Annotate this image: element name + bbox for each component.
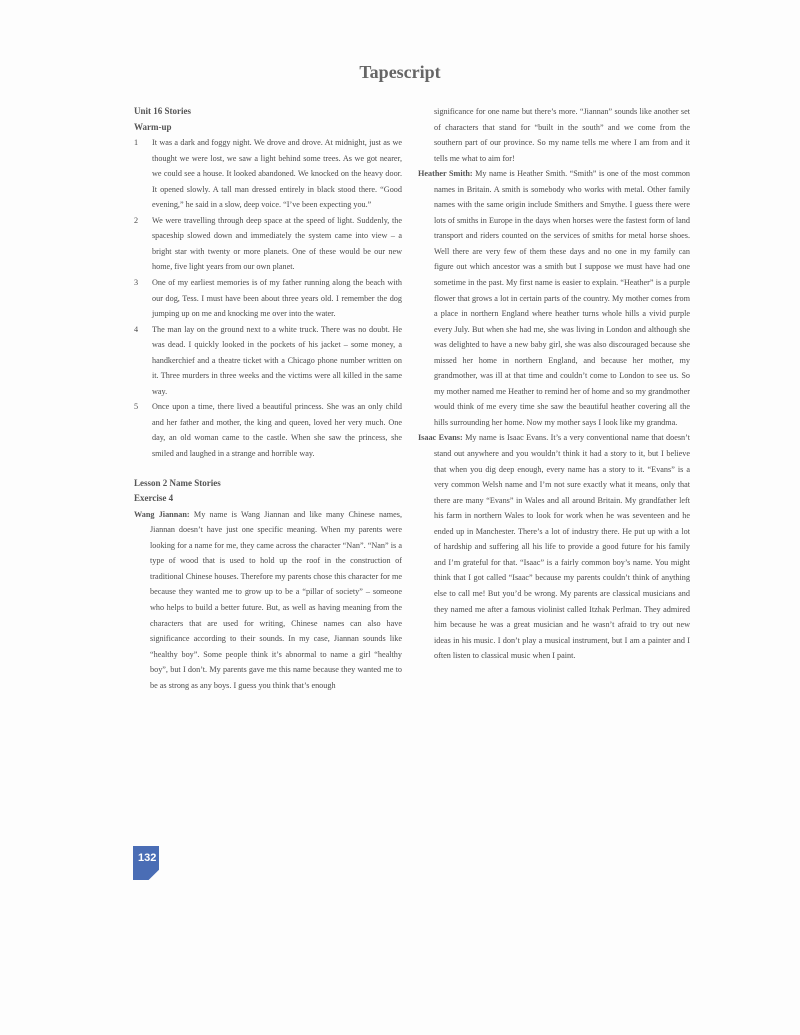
section-heading: Warm-up: [134, 121, 172, 132]
story-item-3: [134, 275, 402, 322]
item-text: It was a dark and foggy night. We drove and drove. At midnight, just as we thought we were lost, we saw a light behind some trees. As we got nearer, we could see a house. It looked abandoned. We knocked on the heavy door. It opened slowly. A tall man dressed entirely in black stood there. “Good evening,” he said in a slow, deep voice. “I’ve been expecting you.”: [152, 138, 402, 210]
story-item-1: [134, 135, 402, 213]
speaker-name: Wang Jiannan:: [134, 509, 190, 519]
item-text: The man lay on the ground next to a white truck. There was no doubt. He was dead. I quickly looked in the pockets of his jacket – some money, a handkerchief and a theatre ticket with a Chicago phone number written on it. Three murders in three weeks and the victims were all killed in the same way.: [152, 324, 402, 396]
item-text: Once upon a time, there lived a beautiful princess. She was an only child and her father and mother, the king and queen, loved her very much. One day, an old woman came to the castle. When she saw the princess, she smiled and laughed in a strange and horrible way.: [152, 402, 402, 459]
story-item-4: [134, 322, 402, 400]
exercise-heading: Exercise 4: [134, 493, 174, 504]
item-number: 1: [134, 138, 139, 148]
story-item-5: [134, 399, 402, 461]
speaker-name: Heather Smith:: [418, 169, 473, 179]
page-title: Tapescript: [359, 62, 441, 82]
speaker-name: Isaac Evans:: [418, 433, 463, 443]
item-text: We were travelling through deep space at the speed of light. Suddenly, the spaceship slowed down and immediately the system came into view – a bright star with twenty or more planets. One of these would be our new home, five light years from our own planet.: [152, 215, 402, 272]
speaker-text: My name is Isaac Evans. It’s a very conventional name that doesn’t stand out anywhere and you wouldn’t think it had a story to it, but I believe that when you dig deep enough, every name has a story to it. “Evans” is a very common Welsh name and I’m not sure exactly what it means, only that there are many “Evans” in Wales and all around Britain. My grandfather left his farm in northern Wales to look for work when he was seventeen and he ended up in Manchester. There’s a lot of industry there. He put up with a lot of hardship and suffering all his life to provide a good future for his family and I’m grateful for that. “Isaac” is a fairly common boy’s name. You might think that I got called “Isaac” because my parents couldn’t think of anything else to call me! But you’d be wrong. My parents are classical musicians and they named me after a famous violinist called Itzhak Perlman. They admired him because he was a great musician and he wasn’t afraid to try out new ideas in his music. I don’t play a musical instrument, but I am a painter and I often listen to classical music when I paint.: [434, 433, 691, 661]
left-column: [134, 104, 402, 693]
speaker-text: My name is Heather Smith. “Smith” is one of the most common names in Britain. A smith is somebody who works with metal. Other family names with the same origin include Smithers and Smythe. I guess there were lots of smiths in Europe in the days when horses were the fastest form of land transport and riders counted on the services of smiths for metal horse shoes. Well there are very few of them these days and no one in my family can figure out which ancestor was a smith but I suppose we must have had one sometime in the past. My first name is easier to explain. “Heather” is a purple flower that grows a lot in certain parts of the country. My mother comes from a place in northern England where heather turns whole hills a vivid purple every July. But when she had me, she was living in London and although she was delighted to have a new baby girl, she was also discouraged because she missed her home in northern England, and because her mother, my grandmother, was ill at that time and couldn’t come to London to see us. So my mother named me Heather to remind her of home and so my grandmother would think of me every time she saw the beautiful heather covering all the hills surrounding her home. Now my mother says I look like my grandma.: [434, 169, 691, 427]
story-item-2: [134, 213, 402, 275]
unit-heading: Unit 16 Stories: [134, 106, 191, 116]
page-number: 132: [138, 852, 157, 864]
item-text: One of my earliest memories is of my father running along the beach with our dog, Tess. I must have been about three years old. I remember the dog jumping up on me and knocking me over into the water.: [152, 278, 402, 319]
item-number: 2: [134, 215, 139, 225]
speaker-isaac-evans: [418, 430, 690, 663]
right-column: [418, 104, 690, 664]
speaker-wang-jiannan: [134, 507, 402, 694]
section-spacer: [134, 462, 402, 476]
speaker-continuation: significance for one name but there’s more. “Jiannan” sounds like another set of characters that stand for “built in the south” and we come from the southern part of our province. So my name tells me where I am from and it tells me what to aim for!: [434, 107, 690, 163]
item-number: 5: [134, 402, 139, 412]
item-number: 3: [134, 278, 139, 288]
speaker-heather-smith: [418, 166, 690, 430]
item-number: 4: [134, 324, 139, 334]
lesson-heading: Lesson 2 Name Stories: [134, 477, 221, 488]
speaker-text: My name is Wang Jiannan and like many Chinese names, Jiannan doesn’t have just one specific meaning. When my parents were looking for a name for me, they came across the character “Nan”. “Nan” is a type of wood that is used to hold up the roof in the construction of traditional Chinese houses. Therefore my parents chose this character for me because they wanted me to grow up to be a “pillar of society” – someone who helps to build a better future. But, as well as having meaning from the characters that are used for writing, Chinese names can also have significance according to their sounds. In my case, Jiannan sounds like “healthy boy”. Some people think it’s abnormal to name a girl “healthy boy”, but I don’t. My parents gave me this name because they wanted me to be as strong as any boys. I guess you think that’s enough: [150, 509, 403, 690]
